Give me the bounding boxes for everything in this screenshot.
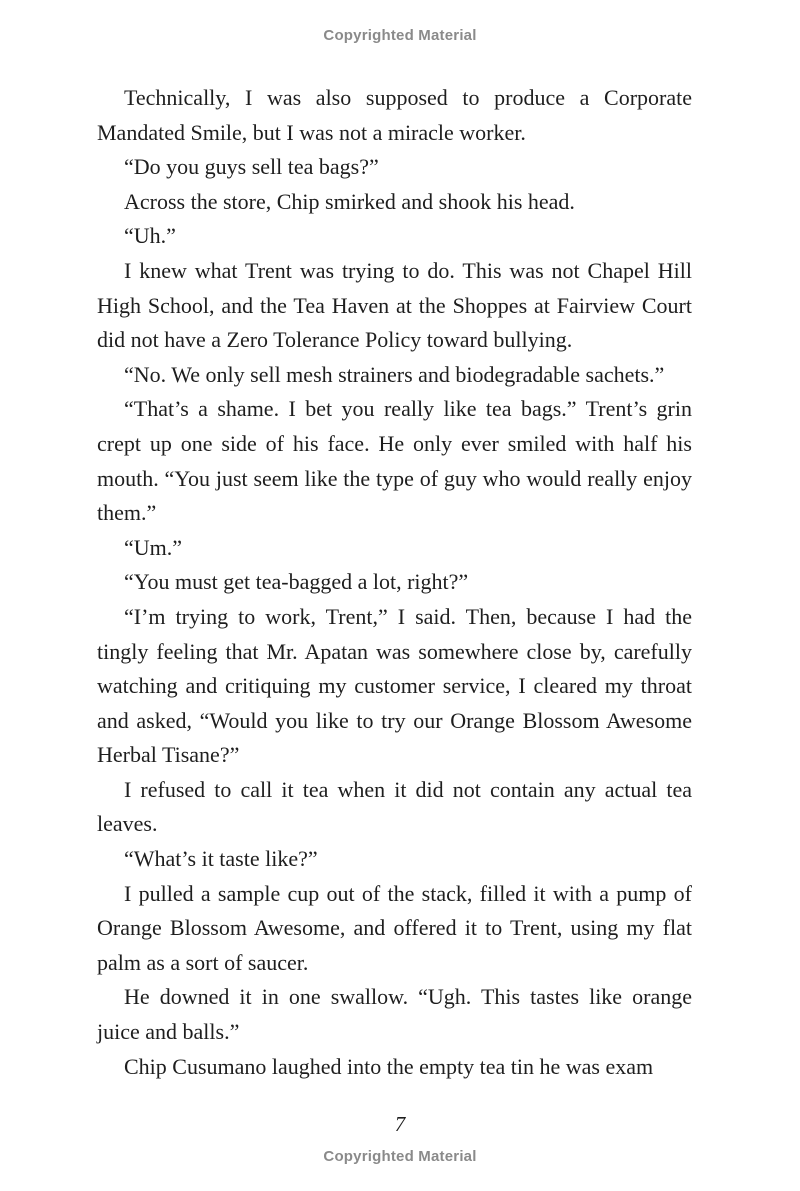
paragraph: “You must get tea-bagged a lot, right?” (124, 569, 469, 595)
copyright-watermark-bottom: Copyrighted Material (323, 1148, 477, 1165)
paragraph: “I’m trying to work, Trent,” I said. Then, because I had the tingly feeling that Mr. Apatan was somewhere close by, carefully watching and critiquing my customer service, I cleared my throat and asked, “Would you like to try our Orange Blossom Awesome Herbal Tisane?” (97, 603, 692, 768)
paragraph: “Do you guys sell tea bags?” (124, 154, 379, 180)
paragraph: “That’s a shame. I bet you really like tea bags.” Trent’s grin crept up one side of his face. He only ever smiled with half his mouth. “You just seem like the type of guy who would really enjoy them.” (97, 396, 692, 526)
paragraph: I refused to call it tea when it did not contain any actual tea leaves. (97, 776, 692, 837)
paragraph: “What’s it taste like?” (124, 846, 318, 872)
page-number: 7 (394, 1112, 406, 1136)
body-text (97, 81, 692, 1084)
paragraph: “No. We only sell mesh strainers and biodegradable sachets.” (124, 361, 665, 387)
paragraph: “Um.” (124, 534, 183, 560)
paragraph: He downed it in one swallow. “Ugh. This tastes like orange juice and balls.” (97, 984, 692, 1045)
paragraph: I pulled a sample cup out of the stack, filled it with a pump of Orange Blossom Awesome, and offered it to Trent, using my flat palm as a sort of saucer. (97, 880, 692, 975)
paragraph: “Uh.” (124, 223, 176, 249)
copyright-watermark-top: Copyrighted Material (323, 27, 477, 44)
paragraph: Chip Cusumano laughed into the empty tea tin he was exam (124, 1053, 654, 1079)
paragraph: I knew what Trent was trying to do. This was not Chapel Hill High School, and the Tea Haven at the Shoppes at Fairview Court did not have a Zero Tolerance Policy toward bullying. (97, 257, 692, 353)
paragraph: Across the store, Chip smirked and shook his head. (124, 188, 575, 214)
paragraph: Technically, I was also supposed to produce a Corporate Mandated Smile, but I was not a miracle worker. (97, 85, 692, 145)
